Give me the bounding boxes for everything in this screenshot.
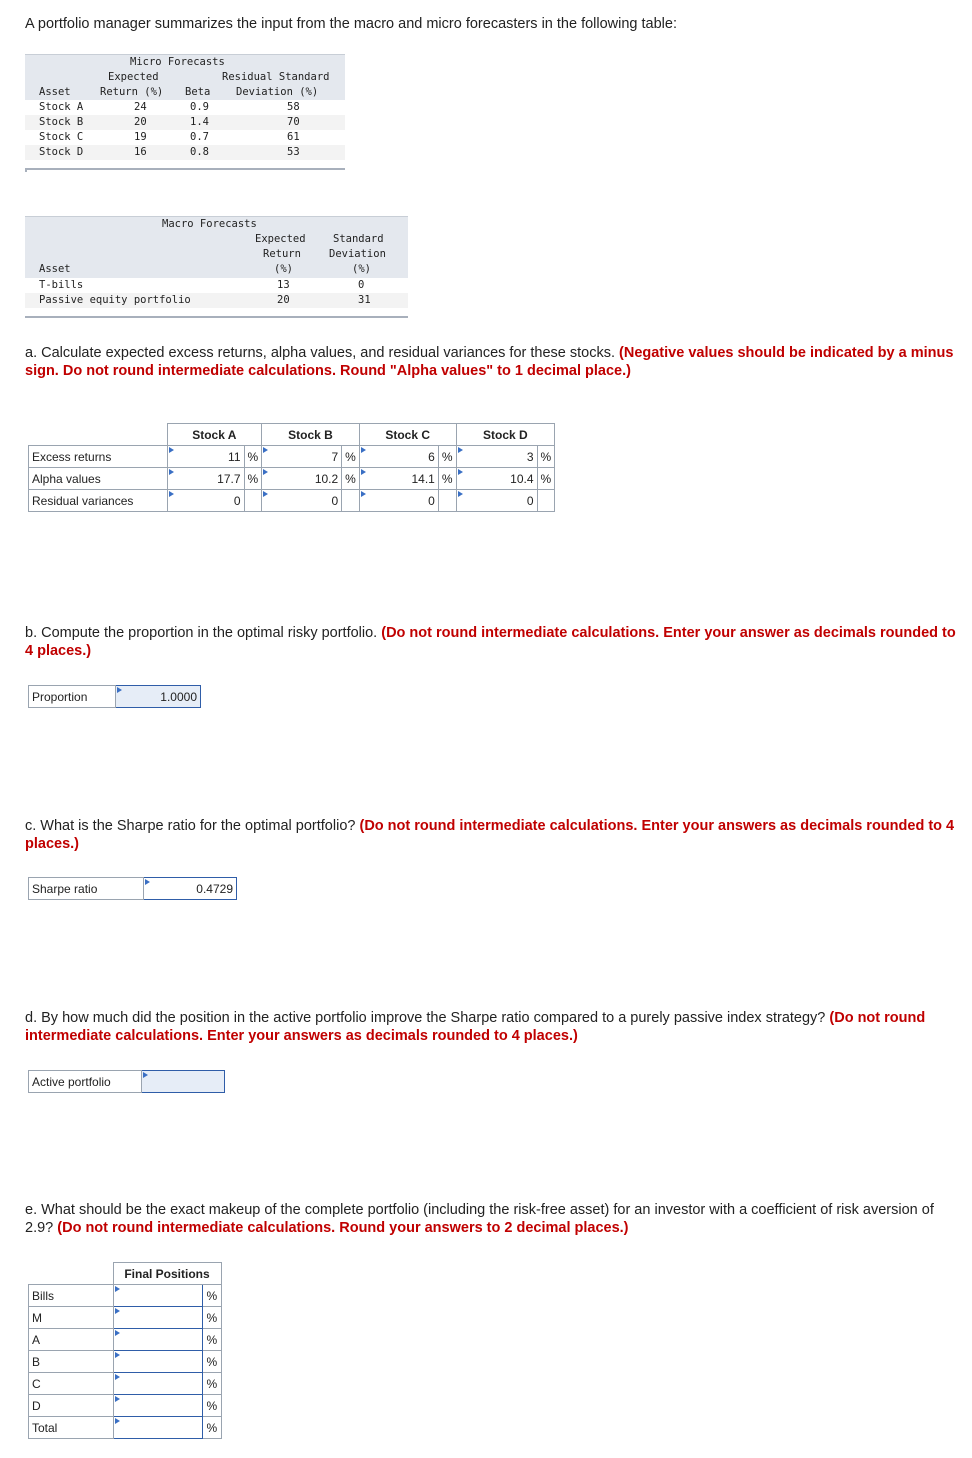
question-d-text: d. By how much did the position in the active portfolio improve the Sharpe ratio compared to a purely passive index strategy? (25, 1010, 826, 1026)
macro-row (25, 278, 408, 293)
question-d (25, 1009, 960, 1045)
percent-unit: % (438, 446, 456, 468)
question-b-instructions: (Do not round intermediate calculations. Enter your answer as decimals rounded to 4 places.) (25, 625, 956, 659)
col-stock-b: Stock B (262, 424, 360, 446)
question-a-instructions: (Negative values should be indicated by a minus sign. Do not round intermediate calculations. Round "Alpha values" to 1 decimal place.) (25, 345, 954, 379)
percent-unit: % (537, 468, 555, 490)
micro-asset: Stock C (39, 131, 84, 143)
active-portfolio-label: Active portfolio (29, 1071, 142, 1093)
macro-forecasts-table (25, 216, 408, 320)
percent-unit: % (244, 468, 262, 490)
macro-asset: Passive equity portfolio (39, 294, 191, 306)
position-input[interactable] (113, 1373, 203, 1395)
macro-asset: T-bills (39, 279, 84, 291)
sharpe-ratio-label: Sharpe ratio (29, 878, 144, 900)
macro-row (25, 293, 408, 308)
question-b-text: b. Compute the proportion in the optimal risky portfolio. (25, 625, 378, 641)
micro-row (25, 100, 345, 115)
question-e-text: e. What should be the exact makeup of the complete portfolio (including the risk-free asset) for an investor with a coefficient of risk aversion of 2.9? (25, 1202, 934, 1236)
answer-table-b (28, 685, 201, 708)
micro-resid: 70 (287, 116, 300, 128)
col-stock-a: Stock A (167, 424, 262, 446)
final-position-row (29, 1307, 222, 1329)
micro-row (25, 130, 345, 145)
macro-h-exp1: Expected (255, 233, 306, 245)
answer-input[interactable]: 10.4 (456, 468, 537, 490)
position-label: C (29, 1373, 114, 1395)
macro-h-sd2: Deviation (329, 248, 386, 260)
micro-h-beta: Beta (185, 86, 211, 98)
micro-return: 24 (134, 101, 147, 113)
position-label: D (29, 1395, 114, 1417)
percent-unit: % (203, 1329, 221, 1351)
position-input[interactable] (113, 1307, 203, 1329)
answer-input[interactable]: 7 (262, 446, 342, 468)
answer-input[interactable]: 10.2 (262, 468, 342, 490)
active-portfolio-input[interactable] (142, 1071, 225, 1093)
micro-row (25, 115, 345, 130)
answer-input[interactable]: 6 (359, 446, 438, 468)
micro-h-return: Return (%) (100, 86, 164, 98)
answer-table-c (28, 877, 237, 900)
micro-resid: 53 (287, 146, 300, 158)
percent-unit: % (438, 468, 456, 490)
final-position-row (29, 1373, 222, 1395)
macro-h-sd1: Standard (333, 233, 384, 245)
question-a (25, 344, 960, 380)
answer-row (29, 468, 555, 490)
micro-asset: Stock D (39, 146, 84, 158)
question-c-text: c. What is the Sharpe ratio for the optimal portfolio? (25, 818, 356, 834)
micro-beta: 1.4 (190, 116, 209, 128)
question-e (25, 1201, 960, 1237)
micro-asset: Stock B (39, 116, 84, 128)
question-b (25, 624, 960, 660)
micro-forecasts-table (25, 54, 345, 172)
position-label: Bills (29, 1285, 114, 1307)
position-input[interactable] (113, 1285, 203, 1307)
micro-beta: 0.7 (190, 131, 209, 143)
macro-h-sd3: (%) (352, 263, 371, 275)
col-stock-c: Stock C (359, 424, 456, 446)
micro-title: Micro Forecasts (130, 56, 225, 68)
percent-unit: % (342, 446, 360, 468)
macro-return: 13 (277, 279, 290, 291)
row-label: Residual variances (29, 490, 168, 512)
position-label: Total (29, 1417, 114, 1439)
question-a-text: a. Calculate expected excess returns, alpha values, and residual variances for these stocks. (25, 345, 615, 361)
micro-beta: 0.9 (190, 101, 209, 113)
macro-return: 20 (277, 294, 290, 306)
final-position-row (29, 1285, 222, 1307)
intro-text: A portfolio manager summarizes the input from the macro and micro forecasters in the following table: (25, 16, 677, 32)
micro-h-expected: Expected (108, 71, 159, 83)
macro-h-exp3: (%) (274, 263, 293, 275)
micro-asset: Stock A (39, 101, 84, 113)
final-position-row (29, 1417, 222, 1439)
final-position-row (29, 1395, 222, 1417)
percent-unit: % (203, 1373, 221, 1395)
percent-unit (342, 490, 360, 512)
row-label: Excess returns (29, 446, 168, 468)
position-label: B (29, 1351, 114, 1373)
position-input[interactable] (113, 1351, 203, 1373)
col-stock-d: Stock D (456, 424, 555, 446)
percent-unit: % (244, 446, 262, 468)
position-input[interactable] (113, 1395, 203, 1417)
final-positions-header: Final Positions (113, 1263, 221, 1285)
answer-table-e (28, 1262, 222, 1439)
proportion-input[interactable]: 1.0000 (116, 686, 201, 708)
answer-input[interactable]: 14.1 (359, 468, 438, 490)
position-input[interactable] (113, 1329, 203, 1351)
micro-return: 20 (134, 116, 147, 128)
macro-h-asset: Asset (39, 263, 71, 275)
answer-input[interactable]: 3 (456, 446, 537, 468)
position-label: M (29, 1307, 114, 1329)
answer-input[interactable]: 0 (359, 490, 438, 512)
question-e-instructions: (Do not round intermediate calculations. Round your answers to 2 decimal places.) (57, 1220, 629, 1236)
question-c (25, 817, 960, 853)
row-label: Alpha values (29, 468, 168, 490)
percent-unit (537, 490, 555, 512)
proportion-label: Proportion (29, 686, 116, 708)
answer-input[interactable]: 0 (262, 490, 342, 512)
percent-unit (438, 490, 456, 512)
percent-unit: % (203, 1395, 221, 1417)
final-position-row (29, 1351, 222, 1373)
question-d-instructions: (Do not round intermediate calculations. Enter your answers as decimals rounded to 4 places.) (25, 1010, 926, 1044)
answer-input[interactable]: 11 (167, 446, 244, 468)
micro-resid: 61 (287, 131, 300, 143)
macro-title: Macro Forecasts (162, 218, 257, 230)
answer-row (29, 446, 555, 468)
question-c-instructions: (Do not round intermediate calculations. Enter your answers as decimals rounded to 4 places.) (25, 818, 955, 852)
micro-return: 16 (134, 146, 147, 158)
answer-row (29, 490, 555, 512)
micro-resid: 58 (287, 101, 300, 113)
micro-beta: 0.8 (190, 146, 209, 158)
percent-unit: % (203, 1285, 221, 1307)
micro-h-resid2: Deviation (%) (236, 86, 319, 98)
position-label: A (29, 1329, 114, 1351)
answer-table-a (28, 423, 555, 512)
micro-h-resid1: Residual Standard (222, 71, 330, 83)
percent-unit: % (203, 1351, 221, 1373)
answer-input[interactable]: 0 (456, 490, 537, 512)
percent-unit: % (537, 446, 555, 468)
answer-input[interactable]: 0 (167, 490, 244, 512)
macro-sd: 0 (358, 279, 365, 291)
final-position-row (29, 1329, 222, 1351)
percent-unit: % (203, 1307, 221, 1329)
percent-unit (244, 490, 262, 512)
micro-h-asset: Asset (39, 86, 71, 98)
sharpe-ratio-input[interactable]: 0.4729 (144, 878, 237, 900)
micro-row (25, 145, 345, 160)
answer-table-d (28, 1070, 225, 1093)
percent-unit: % (203, 1417, 221, 1439)
macro-sd: 31 (358, 294, 371, 306)
micro-return: 19 (134, 131, 147, 143)
answer-input[interactable]: 17.7 (167, 468, 244, 490)
macro-h-exp2: Return (263, 248, 301, 260)
percent-unit: % (342, 468, 360, 490)
position-input[interactable] (113, 1417, 203, 1439)
